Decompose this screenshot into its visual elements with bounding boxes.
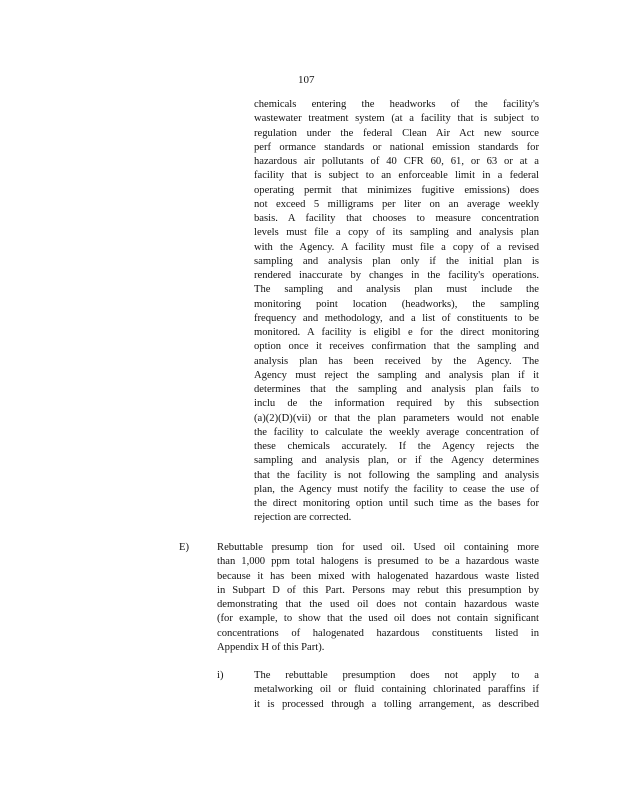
text-line: Rebuttable presump tion for used oil. Used oil containing more xyxy=(217,542,539,553)
text-line: The rebuttable presumption does not apply to a xyxy=(254,670,539,681)
section-e-marker: E) xyxy=(179,542,189,553)
text-line: frequency and methodology, and a list of constituents to be xyxy=(254,312,539,324)
text-line: inclu de the information required by this subsection xyxy=(254,398,539,410)
text-line: monitoring point location (headworks), the sampling xyxy=(254,298,539,310)
section-i-marker: i) xyxy=(217,670,224,681)
text-line: not exceed 5 milligrams per liter on an average weekly xyxy=(254,198,539,210)
text-line: option once it receives confirmation that the sampling and xyxy=(254,341,539,353)
text-line: perf ormance standards or national emission standards for xyxy=(254,141,539,153)
text-line: facility that is subject to an enforceable limit in a federal xyxy=(254,170,539,182)
text-line: metalworking oil or fluid containing chlorinated paraffins if xyxy=(254,684,539,696)
text-line: Agency must reject the sampling and analysis plan if it xyxy=(254,369,539,381)
text-line: the direct monitoring option until such time as the bases for xyxy=(254,498,539,509)
text-line: chemicals entering the headworks of the facility's xyxy=(254,99,539,110)
text-line: The sampling and analysis plan must include the xyxy=(254,284,539,296)
text-line: the facility to calculate the weekly average concentration of xyxy=(254,426,539,438)
text-line: plan, the Agency must notify the facility to cease the use of xyxy=(254,483,539,495)
text-line: regulation under the federal Clean Air Act new source xyxy=(254,127,539,139)
text-line: hazardous air pollutants of 40 CFR 60, 61, or 63 or at a xyxy=(254,156,539,167)
text-line: (a)(2)(D)(vii) or that the plan parameters would not enable xyxy=(254,412,539,424)
text-line: rendered inaccurate by changes in the facility's operations. xyxy=(254,270,539,281)
text-line: than 1,000 ppm total halogens is presumed to be a hazardous waste xyxy=(217,556,539,568)
text-line: that the facility is not following the sampling and analysis xyxy=(254,469,539,481)
text-line: determines that the sampling and analysis plan fails to xyxy=(254,384,539,395)
text-line: sampling and analysis plan, or if the Agency determines xyxy=(254,455,539,467)
text-line: concentrations of halogenated hazardous constituents listed in xyxy=(217,627,539,639)
text-line: because it has been mixed with halogenated hazardous waste listed xyxy=(217,570,539,582)
text-line: analysis plan has been received by the Agency. The xyxy=(254,355,539,367)
page-number: 107 xyxy=(298,74,315,86)
section-e-paragraph xyxy=(217,541,539,655)
text-line: monitored. A facility is eligibl e for the direct monitoring xyxy=(254,327,539,338)
text-line: wastewater treatment system (at a facility that is subject to xyxy=(254,113,539,125)
text-line: basis. A facility that chooses to measure concentration xyxy=(254,213,539,224)
text-line: Appendix H of this Part). xyxy=(217,641,325,653)
text-line: levels must file a copy of its sampling and analysis plan xyxy=(254,227,539,239)
text-line: sampling and analysis plan only if the initial plan is xyxy=(254,255,539,267)
text-line: rejection are corrected. xyxy=(254,512,352,524)
text-line: it is processed through a tolling arrangement, as described xyxy=(254,698,539,710)
text-line: these chemicals accurately. If the Agency rejects the xyxy=(254,441,539,452)
text-line: demonstrating that the used oil does not contain hazardous waste xyxy=(217,599,539,610)
text-line: (for example, to show that the used oil does not contain significant xyxy=(217,613,539,625)
text-line: with the Agency. A facility must file a copy of a revised xyxy=(254,241,539,253)
section-i-paragraph xyxy=(254,669,539,712)
text-line: operating permit that minimizes fugitive emissions) does xyxy=(254,184,539,196)
continuation-paragraph xyxy=(254,98,539,526)
text-line: in Subpart D of this Part. Persons may rebut this presumption by xyxy=(217,584,539,596)
